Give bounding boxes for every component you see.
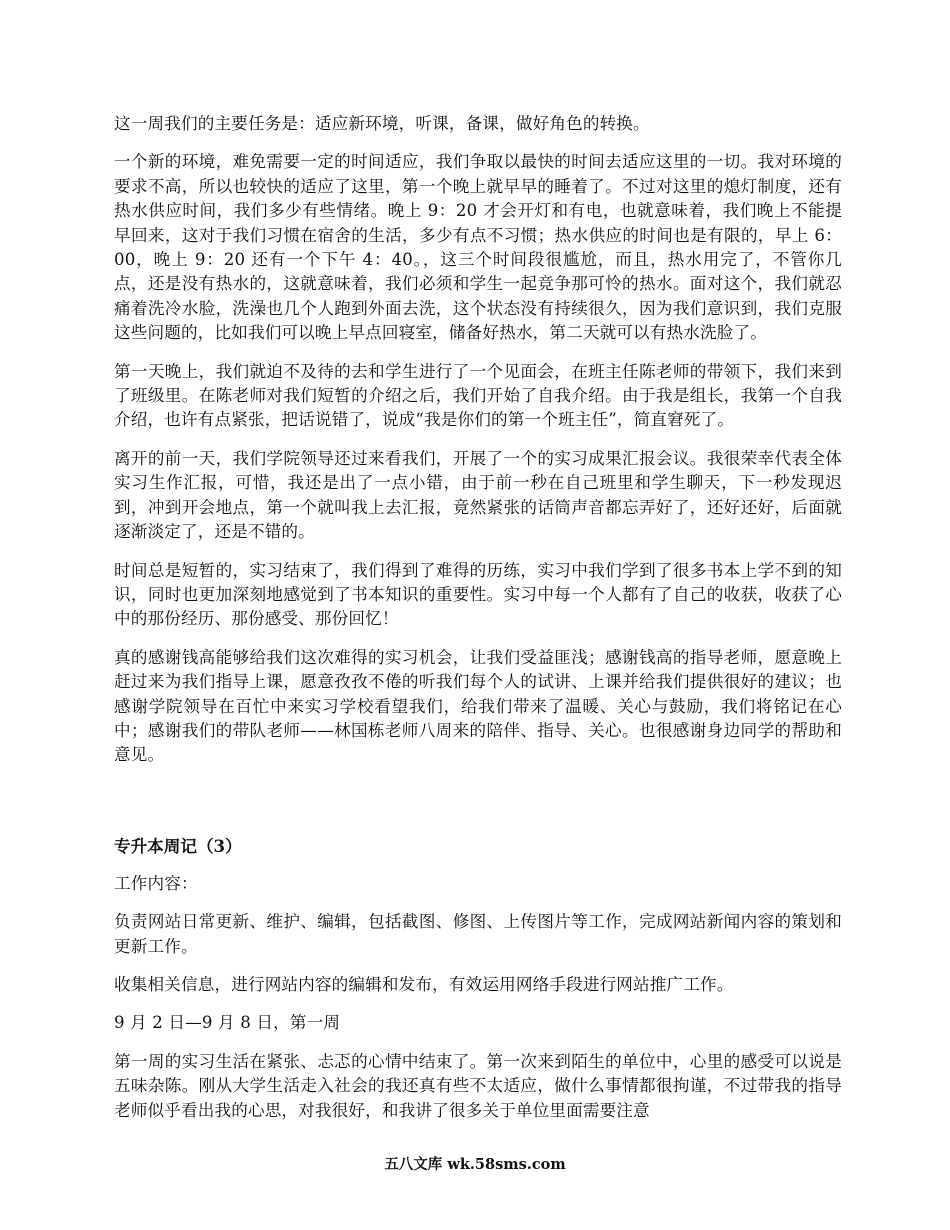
paragraph-main-tasks: 这一周我们的主要任务是：适应新环境，听课，备课，做好角色的转换。 xyxy=(114,114,650,133)
paragraph-first-night: 第一天晚上，我们就迫不及待的去和学生进行了一个见面会，在班主任陈老师的带领下，我们来到了班级里。在陈老师对我们短暂的介绍之后，我们开始了自我介绍。由于我是组长，我第一个自我介绍，也许有点紧张，把话说错了，说成“我是你们的第一个班主任”，简直窘死了。 xyxy=(114,361,842,430)
section-spacer xyxy=(114,782,842,834)
footer-watermark: 五八文库 wk.58sms.com xyxy=(384,1156,566,1173)
paragraph-thanks: 真的感谢钱高能够给我们这次难得的实习机会，让我们受益匪浅；感谢钱高的指导老师，愿意晚上赶过来为我们指导上课，愿意孜孜不倦的听我们每个人的试讲、上课并给我们提供很好的建议；也感谢学院领导在百忙中来实习学校看望我们，给我们带来了温暖、关心与鼓励，我们将铭记在心中；感谢我们的带队老师——林国栋老师八周来的陪伴、指导、关心。也很感谢身边同学的帮助和意见。 xyxy=(114,647,842,765)
paragraph-report-meeting: 离开的前一天，我们学院领导还过来看我们，开展了一个的实习成果汇报会议。我很荣幸代表全体实习生作汇报，可惜，我还是出了一点小错，由于前一秒在自己班里和学生聊天，下一秒发现迟到，冲到开会地点，第一个就叫我上去汇报，竟然紧张的话筒声音都忘弄好了，还好还好，后面就逐渐淡定了，还是不错的。 xyxy=(114,448,842,542)
paragraph-first-week: 第一周的实习生活在紧张、忐忑的心情中结束了。第一次来到陌生的单位中，心里的感受可以说是五味杂陈。刚从大学生活走入社会的我还真有些不太适应，做什么事情都很拘谨，不过带我的指导老师似乎看出我的心思，对我很好，和我讲了很多关于单位里面需要注意 xyxy=(114,1051,842,1120)
paragraph-work-content-label: 工作内容： xyxy=(114,873,198,893)
paragraph-new-environment: 一个新的环境，难免需要一定的时间适应，我们争取以最快的时间去适应这里的一切。我对环境的要求不高，所以也较快的适应了这里，第一个晚上就早早的睡着了。不过对这里的熄灯制度，还有热水供应时间，我们多少有些情绪。晚上 9：20 才会开灯和有电，也就意味着，我们晚上不能提早回来，这对于我们习惯在宿舍的生活，多少有点不习惯；热水供应的时间也是有限的，早上 6：00，晚上 9：20 还有一个下午 4：40。，这三个时间段很尴尬，而且，热水用完了，不管你几点，还是没有热水的，这就意味着，我们必须和学生一起竞争那可怜的热水。面对这个，我们就忍痛着洗冷水脸，洗澡也几个人跑到外面去洗，这个状态没有持续很久，因为我们意识到，我们克服这些问题的，比如我们可以晚上早点回寝室，储备好热水，第二天就可以有热水洗脸了。 xyxy=(114,152,842,343)
paragraph-collect-info: 收集相关信息，进行网站内容的编辑和发布，有效运用网络手段进行网站推广工作。 xyxy=(114,974,734,994)
section-title: 专升本周记（3） xyxy=(114,835,242,856)
document-body xyxy=(114,112,842,1137)
paragraph-responsibilities: 负责网站日常更新、维护、编辑，包括截图、修图、上传图片等工作，完成网站新闻内容的策划和更新工作。 xyxy=(114,912,842,956)
paragraph-internship-end: 时间总是短暂的，实习结束了，我们得到了难得的历练，实习中我们学到了很多书本上学不到的知识，同时也更加深刻地感觉到了书本知识的重要性。实习中每一个人都有了自己的收获，收获了心中的那份经历、那份感受、那份回忆！ xyxy=(114,560,842,629)
paragraph-week-date: 9 月 2 日—9 月 8 日，第一周 xyxy=(114,1013,341,1033)
